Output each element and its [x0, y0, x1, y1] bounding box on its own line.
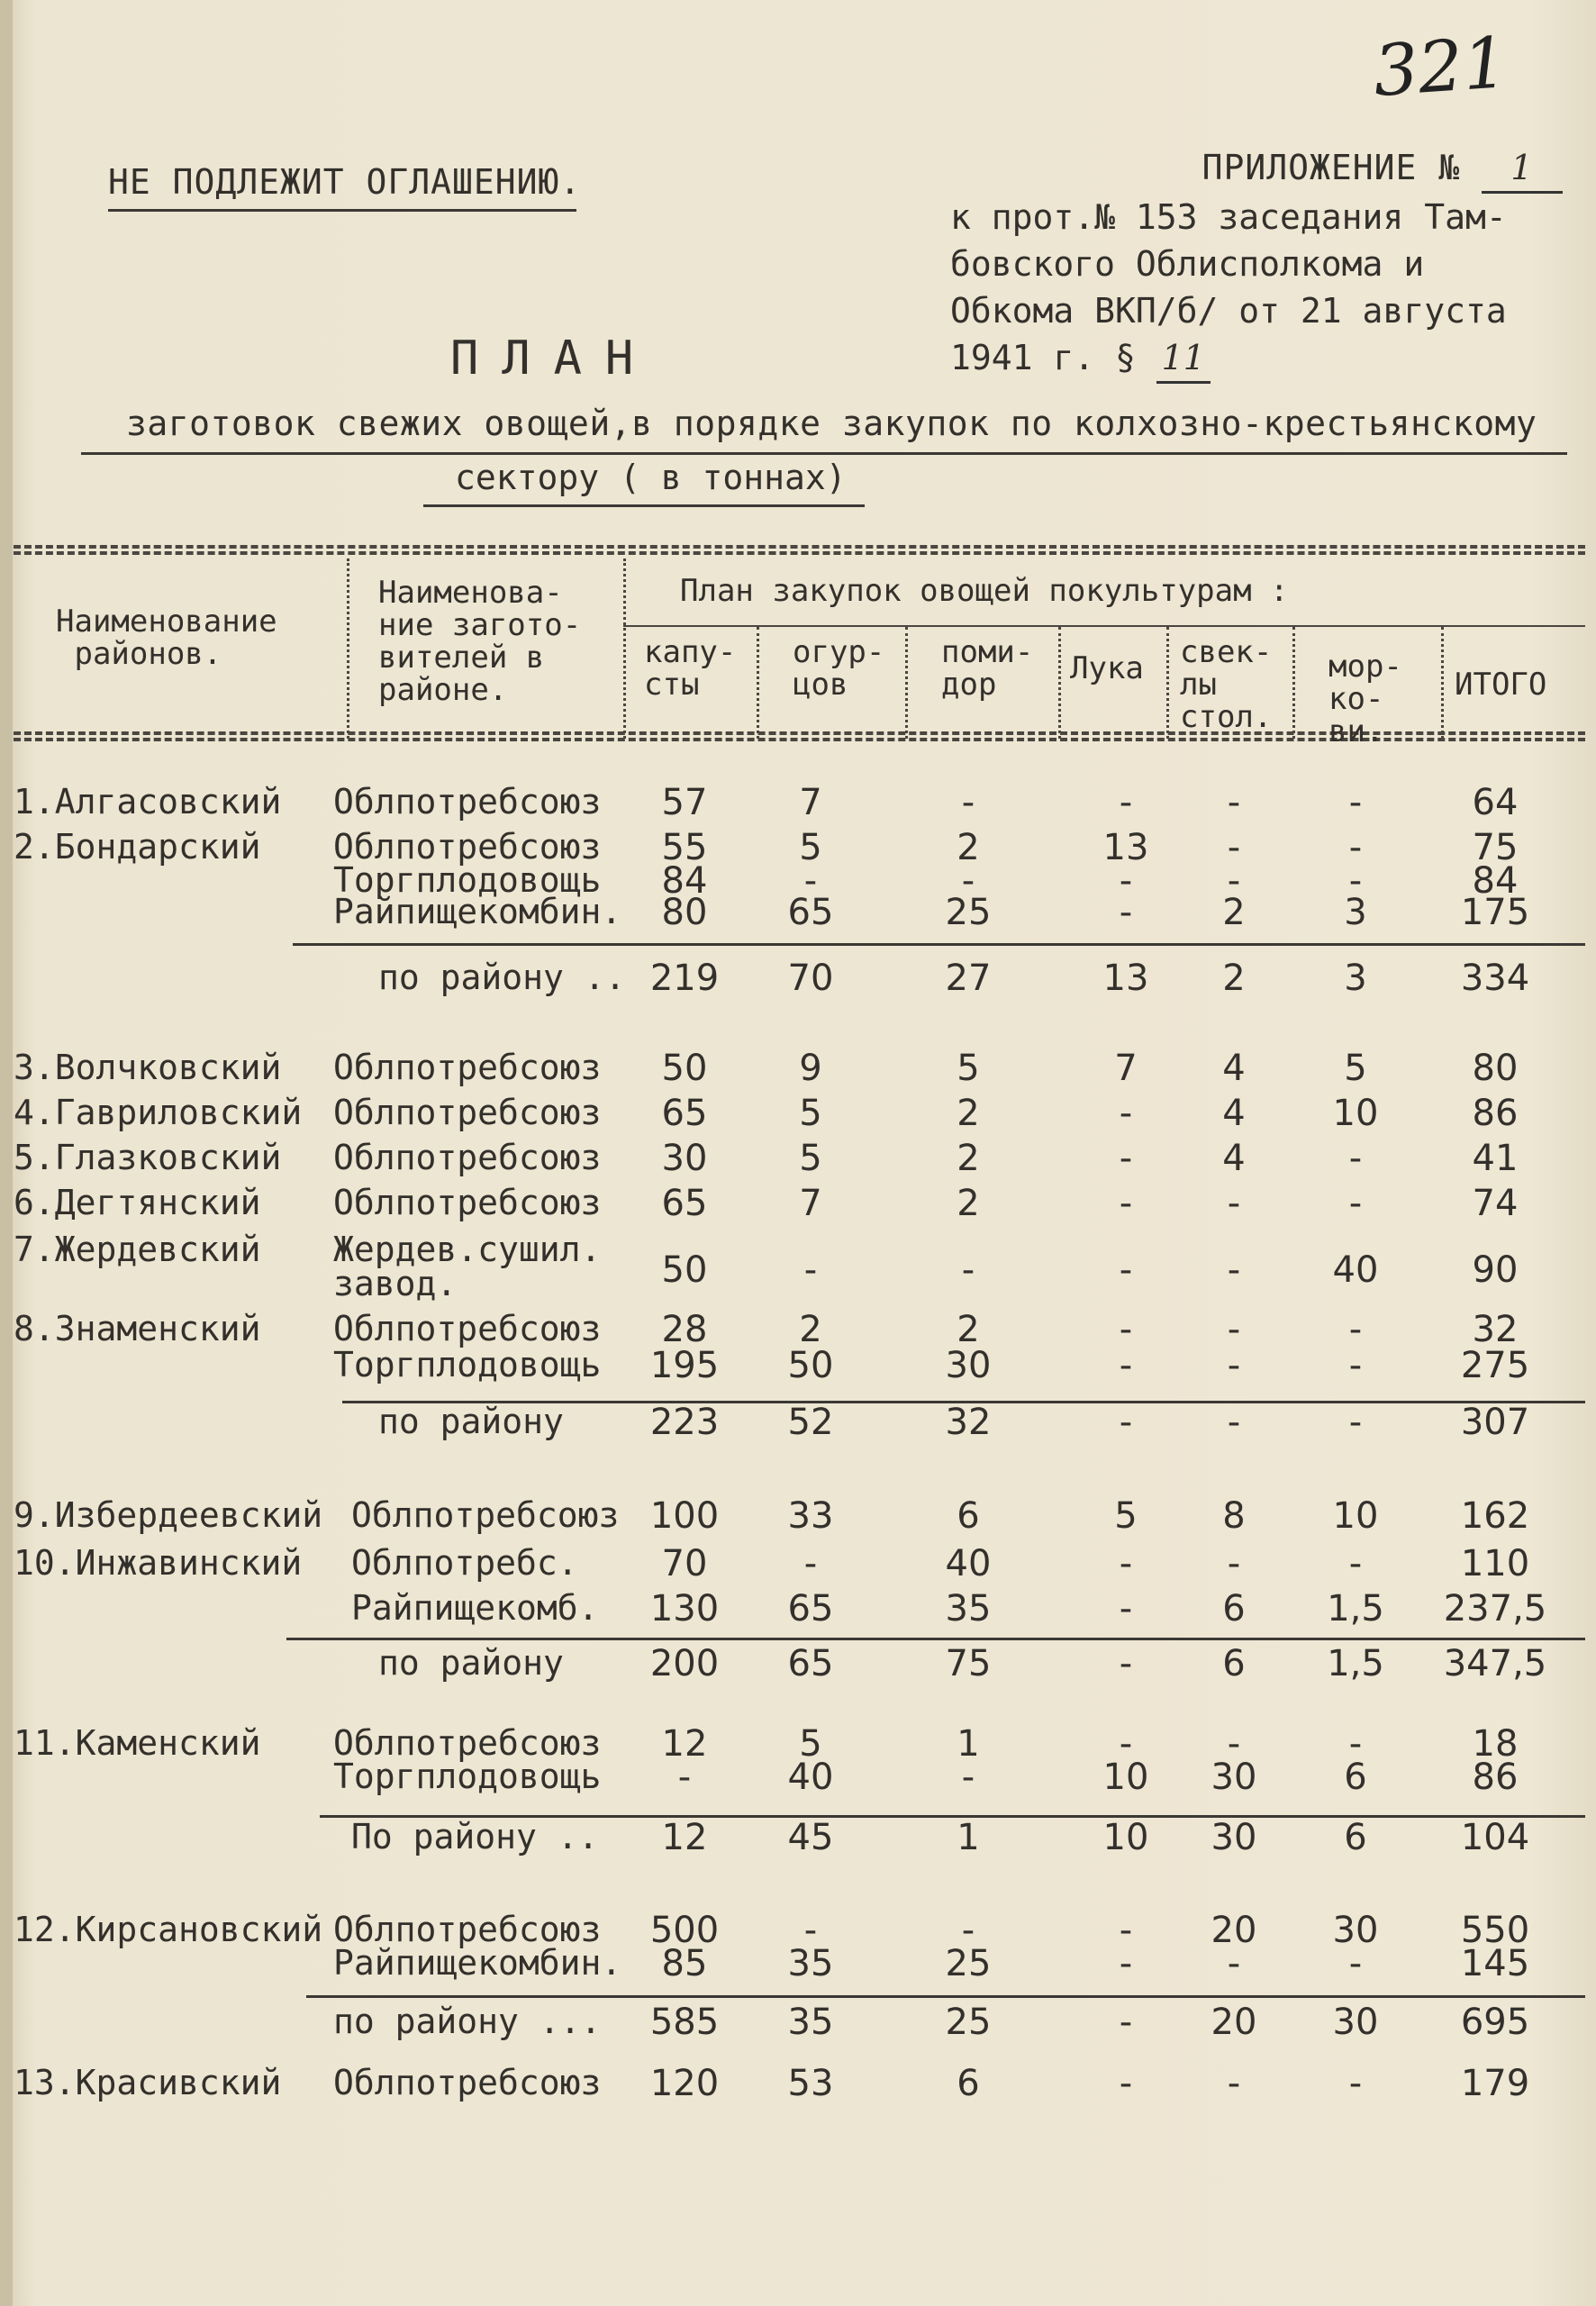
subtitle-rule: [423, 504, 865, 507]
value-cucumbers: 65: [787, 892, 834, 933]
value-beets: -: [1227, 1723, 1241, 1765]
value-beets: -: [1227, 860, 1241, 902]
procurer-name: Жердев.сушил.: [333, 1230, 602, 1269]
value-tomatoes: 1: [957, 1723, 980, 1765]
value-tomatoes: 2: [957, 1309, 980, 1350]
table-row: [0, 1543, 1596, 1586]
value-cabbage: 130: [649, 1588, 720, 1630]
value-onion: -: [1119, 1910, 1133, 1951]
table-row: [0, 1943, 1596, 1986]
value-cucumbers: 7: [799, 1183, 822, 1224]
value-carrots: 30: [1332, 1910, 1379, 1951]
value-beets: 30: [1211, 1757, 1257, 1798]
header-col-beets: свек- лы стол.: [1180, 634, 1273, 735]
value-tomatoes: 75: [945, 1643, 992, 1684]
value-cucumbers: -: [803, 1249, 818, 1291]
value-tomatoes: 27: [945, 958, 992, 999]
value-carrots: -: [1348, 1402, 1363, 1443]
value-tomatoes: 1: [957, 1817, 980, 1858]
value-cabbage: 120: [649, 2063, 720, 2104]
value-cabbage: 84: [661, 860, 708, 902]
table-row: [0, 1495, 1596, 1539]
value-cabbage: 219: [649, 958, 720, 999]
value-cabbage: 500: [649, 1910, 720, 1951]
value-total: 237,5: [1443, 1588, 1547, 1630]
appendix-label: ПРИЛОЖЕНИЕ №: [1202, 148, 1461, 187]
value-tomatoes: 32: [945, 1402, 992, 1443]
value-total: 110: [1460, 1543, 1530, 1584]
value-onion: -: [1119, 1943, 1133, 1984]
table-row: [0, 782, 1596, 825]
value-beets: -: [1227, 1249, 1241, 1291]
value-onion: 13: [1102, 827, 1149, 868]
value-beets: -: [1227, 1402, 1241, 1443]
value-tomatoes: 25: [945, 1943, 992, 1984]
procurer-name: Облпотребсоюз: [333, 827, 602, 867]
value-cucumbers: 33: [787, 1495, 834, 1537]
subtotal-label: По району ..: [351, 1817, 599, 1857]
value-onion: -: [1119, 1183, 1133, 1224]
table-row: [0, 1345, 1596, 1388]
value-tomatoes: 40: [945, 1543, 992, 1584]
value-carrots: -: [1348, 827, 1363, 868]
value-total: 64: [1472, 782, 1519, 823]
value-carrots: 3: [1344, 892, 1367, 933]
header-col-onion: Лука: [1070, 650, 1144, 686]
value-cucumbers: 65: [787, 1643, 834, 1684]
value-total: 334: [1460, 958, 1530, 999]
value-total: 74: [1472, 1183, 1519, 1224]
value-cabbage: 223: [649, 1402, 720, 1443]
procurer-name: Райпищекомб.: [351, 1588, 599, 1628]
value-cucumbers: 5: [799, 1138, 822, 1179]
value-beets: 2: [1222, 892, 1246, 933]
value-onion: -: [1119, 1093, 1133, 1134]
table-row: [0, 1183, 1596, 1226]
value-tomatoes: 25: [945, 892, 992, 933]
value-cucumbers: 5: [799, 1723, 822, 1765]
district-name: 3.Волчковский: [14, 1048, 282, 1087]
value-total: 86: [1472, 1757, 1519, 1798]
table-row: [0, 892, 1596, 935]
subtotal-rule: [306, 1995, 1585, 1998]
district-name: 6.Дегтянский: [14, 1183, 261, 1222]
value-onion: -: [1119, 2063, 1133, 2104]
value-carrots: -: [1348, 1138, 1363, 1179]
table-row-subtotal: [0, 1643, 1596, 1686]
value-onion: 13: [1102, 958, 1149, 999]
district-name: 10.Инжавинский: [14, 1543, 303, 1583]
header-top-border: [14, 551, 1585, 555]
value-cabbage: 12: [661, 1817, 708, 1858]
value-tomatoes: -: [961, 1249, 975, 1291]
value-cucumbers: -: [803, 1910, 818, 1951]
value-total: 84: [1472, 860, 1519, 902]
value-cabbage: 12: [661, 1723, 708, 1765]
value-carrots: 1,5: [1327, 1588, 1384, 1630]
subtotal-rule: [293, 943, 1585, 946]
value-cabbage: 200: [649, 1643, 720, 1684]
value-onion: 10: [1102, 1757, 1149, 1798]
value-beets: -: [1227, 1309, 1241, 1350]
value-beets: 6: [1222, 1643, 1246, 1684]
procurer-name: Торгплодовощь: [333, 1757, 602, 1796]
appendix-line: бовского Облисполкома и: [950, 244, 1425, 284]
value-tomatoes: 5: [957, 1048, 980, 1089]
value-beets: -: [1227, 1183, 1241, 1224]
value-beets: 6: [1222, 1588, 1246, 1630]
value-carrots: -: [1348, 1183, 1363, 1224]
header-col-cucumbers: огур- цов: [793, 634, 885, 703]
table-row-subtotal: [0, 2002, 1596, 2045]
procurer-name: Облпотребсоюз: [333, 1048, 602, 1087]
value-cabbage: 55: [661, 827, 708, 868]
table-row: [0, 1230, 1596, 1303]
value-onion: -: [1119, 1138, 1133, 1179]
value-cabbage: 65: [661, 1183, 708, 1224]
district-name: 4.Гавриловский: [14, 1093, 303, 1132]
header-plan: План закупок овощей покультурам :: [680, 573, 1289, 609]
value-cabbage: 85: [661, 1943, 708, 1984]
value-beets: -: [1227, 2063, 1241, 2104]
value-tomatoes: 30: [945, 1345, 992, 1386]
value-total: 550: [1460, 1910, 1530, 1951]
district-name: 2.Бондарский: [14, 827, 261, 867]
value-cabbage: 57: [661, 782, 708, 823]
procurer-name: Облпотребсоюз: [333, 1309, 602, 1348]
appendix-line: Обкома ВКП/б/ от 21 августа: [950, 291, 1507, 331]
value-cabbage: 100: [649, 1495, 720, 1537]
value-onion: -: [1119, 1345, 1133, 1386]
restriction-note: НЕ ПОДЛЕЖИТ ОГЛАШЕНИЮ.: [108, 162, 581, 202]
value-beets: -: [1227, 1543, 1241, 1584]
value-beets: -: [1227, 827, 1241, 868]
value-cabbage: 50: [661, 1048, 708, 1089]
table-row-subtotal: [0, 958, 1596, 1001]
value-onion: -: [1119, 892, 1133, 933]
value-cucumbers: 7: [799, 782, 822, 823]
table-row: [0, 2063, 1596, 2106]
value-tomatoes: -: [961, 1910, 975, 1951]
value-cabbage: 28: [661, 1309, 708, 1350]
value-carrots: 6: [1344, 1757, 1367, 1798]
document-title: ПЛАН: [450, 331, 657, 386]
value-beets: -: [1227, 782, 1241, 823]
district-name: 9.Избердеевский: [14, 1495, 323, 1535]
procurer-name: Облпотребсоюз: [333, 2063, 602, 2102]
value-total: 275: [1460, 1345, 1530, 1386]
procurer-name: Облпотребсоюз: [333, 1093, 602, 1132]
header-col-carrots: мор- ко- ви.: [1328, 649, 1402, 749]
value-cabbage: -: [677, 1757, 692, 1798]
table-row-subtotal: [0, 1817, 1596, 1860]
value-total: 145: [1460, 1943, 1530, 1984]
district-name: 13.Красивский: [14, 2063, 282, 2102]
value-carrots: -: [1348, 860, 1363, 902]
value-cucumbers: 40: [787, 1757, 834, 1798]
value-tomatoes: -: [961, 1757, 975, 1798]
value-total: 32: [1472, 1309, 1519, 1350]
value-onion: -: [1119, 1249, 1133, 1291]
value-cabbage: 195: [649, 1345, 720, 1386]
value-carrots: 30: [1332, 2002, 1379, 2043]
district-name: 12.Кирсановский: [14, 1910, 323, 1949]
value-cucumbers: 2: [799, 1309, 822, 1350]
value-tomatoes: 6: [957, 2063, 980, 2104]
value-cucumbers: 5: [799, 1093, 822, 1134]
value-tomatoes: -: [961, 782, 975, 823]
value-onion: -: [1119, 2002, 1133, 2043]
subtotal-label: по району ...: [333, 2002, 602, 2041]
value-carrots: 1,5: [1327, 1643, 1384, 1684]
value-cucumbers: 35: [787, 2002, 834, 2043]
value-tomatoes: 25: [945, 2002, 992, 2043]
value-beets: 30: [1211, 1817, 1257, 1858]
district-name: 8.Знаменский: [14, 1309, 261, 1348]
value-beets: 20: [1211, 1910, 1257, 1951]
value-cabbage: 30: [661, 1138, 708, 1179]
value-beets: -: [1227, 1345, 1241, 1386]
value-carrots: 3: [1344, 958, 1367, 999]
value-carrots: -: [1348, 1309, 1363, 1350]
value-beets: 4: [1222, 1138, 1246, 1179]
procurer-name: Райпищекомбин.: [333, 892, 622, 931]
value-beets: -: [1227, 1943, 1241, 1984]
value-tomatoes: 35: [945, 1588, 992, 1630]
value-carrots: -: [1348, 1345, 1363, 1386]
table-row: [0, 1093, 1596, 1136]
value-total: 307: [1460, 1402, 1530, 1443]
document-subtitle: заготовок свежих овощей,в порядке закупок по колхозно-крестьянскому: [126, 404, 1537, 443]
header-top-border: [14, 545, 1585, 549]
value-beets: 8: [1222, 1495, 1246, 1537]
procurer-name: Торгплодовощь: [333, 1345, 602, 1385]
value-beets: 4: [1222, 1093, 1246, 1134]
table-row: [0, 1138, 1596, 1181]
value-cucumbers: 53: [787, 2063, 834, 2104]
value-tomatoes: 6: [957, 1495, 980, 1537]
table-row: [0, 1588, 1596, 1631]
value-onion: -: [1119, 1309, 1133, 1350]
value-cucumbers: 35: [787, 1943, 834, 1984]
value-carrots: -: [1348, 782, 1363, 823]
value-tomatoes: 2: [957, 827, 980, 868]
value-onion: 5: [1114, 1495, 1138, 1537]
value-cabbage: 585: [649, 2002, 720, 2043]
value-beets: 2: [1222, 958, 1246, 999]
appendix-block: [950, 144, 1563, 384]
value-cucumbers: -: [803, 860, 818, 902]
procurer-name: Облпотребсоюз: [351, 1495, 620, 1535]
value-carrots: 6: [1344, 1817, 1367, 1858]
subtotal-label: по району ..: [378, 958, 626, 997]
header-district: Наименование районов.: [56, 604, 277, 672]
value-total: 162: [1460, 1495, 1530, 1537]
value-cucumbers: 50: [787, 1345, 834, 1386]
value-cucumbers: 9: [799, 1048, 822, 1089]
value-beets: 20: [1211, 2002, 1257, 2043]
table-row-subtotal: [0, 1402, 1596, 1445]
value-tomatoes: -: [961, 860, 975, 902]
header-procurer: Наименова- ние загото- вителей в районе.: [378, 575, 582, 708]
value-carrots: 40: [1332, 1249, 1379, 1291]
value-cabbage: 65: [661, 1093, 708, 1134]
value-carrots: -: [1348, 1723, 1363, 1765]
value-cucumbers: 52: [787, 1402, 834, 1443]
value-onion: -: [1119, 1588, 1133, 1630]
value-total: 86: [1472, 1093, 1519, 1134]
value-carrots: 5: [1344, 1048, 1367, 1089]
procurer-name: Облпотребсоюз: [333, 1723, 602, 1763]
value-onion: -: [1119, 860, 1133, 902]
value-tomatoes: 2: [957, 1138, 980, 1179]
value-carrots: -: [1348, 2063, 1363, 2104]
header-col-tomatoes: поми- дор: [941, 634, 1034, 703]
value-total: 104: [1460, 1817, 1530, 1858]
document-subtitle-units: сектору ( в тоннах): [455, 458, 847, 497]
value-cucumbers: 70: [787, 958, 834, 999]
value-tomatoes: 2: [957, 1093, 980, 1134]
table-row: [0, 1048, 1596, 1091]
value-carrots: -: [1348, 1943, 1363, 1984]
value-carrots: 10: [1332, 1093, 1379, 1134]
value-total: 90: [1472, 1249, 1519, 1291]
value-cabbage: 50: [661, 1249, 708, 1291]
value-cucumbers: 5: [799, 827, 822, 868]
procurer-name: Облпотребсоюз: [333, 1910, 602, 1949]
header-col-cabbage: капу- сты: [644, 634, 737, 703]
value-total: 80: [1472, 1048, 1519, 1089]
value-onion: 10: [1102, 1817, 1149, 1858]
value-onion: -: [1119, 1543, 1133, 1584]
table-row: [0, 1757, 1596, 1800]
appendix-line: 1941 г. §: [950, 338, 1136, 377]
value-total: 75: [1472, 827, 1519, 868]
value-total: 175: [1460, 892, 1530, 933]
subtotal-rule: [286, 1638, 1585, 1640]
appendix-section: 11: [1156, 334, 1211, 384]
procurer-name: Облпотребс.: [351, 1543, 578, 1583]
value-tomatoes: 2: [957, 1183, 980, 1224]
subtitle-rule: [81, 452, 1567, 455]
procurer-name: Торгплодовощь: [333, 860, 602, 900]
procurer-name: Облпотребсоюз: [333, 1138, 602, 1177]
value-carrots: -: [1348, 1543, 1363, 1584]
value-onion: -: [1119, 1723, 1133, 1765]
value-cucumbers: -: [803, 1543, 818, 1584]
procurer-name-continued: завод.: [333, 1264, 458, 1303]
value-onion: -: [1119, 1402, 1133, 1443]
header-col-total: ИТОГО: [1455, 667, 1547, 703]
district-name: 11.Каменский: [14, 1723, 261, 1763]
appendix-line: к прот.№ 153 заседания Там-: [950, 197, 1507, 237]
procurer-name: Облпотребсоюз: [333, 782, 602, 822]
district-name: 7.Жердевский: [14, 1230, 261, 1269]
value-cabbage: 70: [661, 1543, 708, 1584]
procurer-name: Облпотребсоюз: [333, 1183, 602, 1222]
value-total: 41: [1472, 1138, 1519, 1179]
value-total: 695: [1460, 2002, 1530, 2043]
value-onion: -: [1119, 1643, 1133, 1684]
value-onion: -: [1119, 782, 1133, 823]
district-name: 5.Глазковский: [14, 1138, 282, 1177]
procurer-name: Райпищекомбин.: [333, 1943, 622, 1983]
folio-number: 321: [1371, 22, 1510, 113]
subtotal-label: по району: [378, 1643, 564, 1683]
value-cucumbers: 65: [787, 1588, 834, 1630]
value-beets: 4: [1222, 1048, 1246, 1089]
value-total: 18: [1472, 1723, 1519, 1765]
value-total: 347,5: [1443, 1643, 1547, 1684]
appendix-number: 1: [1482, 144, 1563, 194]
district-name: 1.Алгасовский: [14, 782, 282, 822]
value-total: 179: [1460, 2063, 1530, 2104]
value-cabbage: 80: [661, 892, 708, 933]
value-cucumbers: 45: [787, 1817, 834, 1858]
subtotal-label: по району: [378, 1402, 564, 1441]
value-onion: 7: [1114, 1048, 1138, 1089]
value-carrots: 10: [1332, 1495, 1379, 1537]
